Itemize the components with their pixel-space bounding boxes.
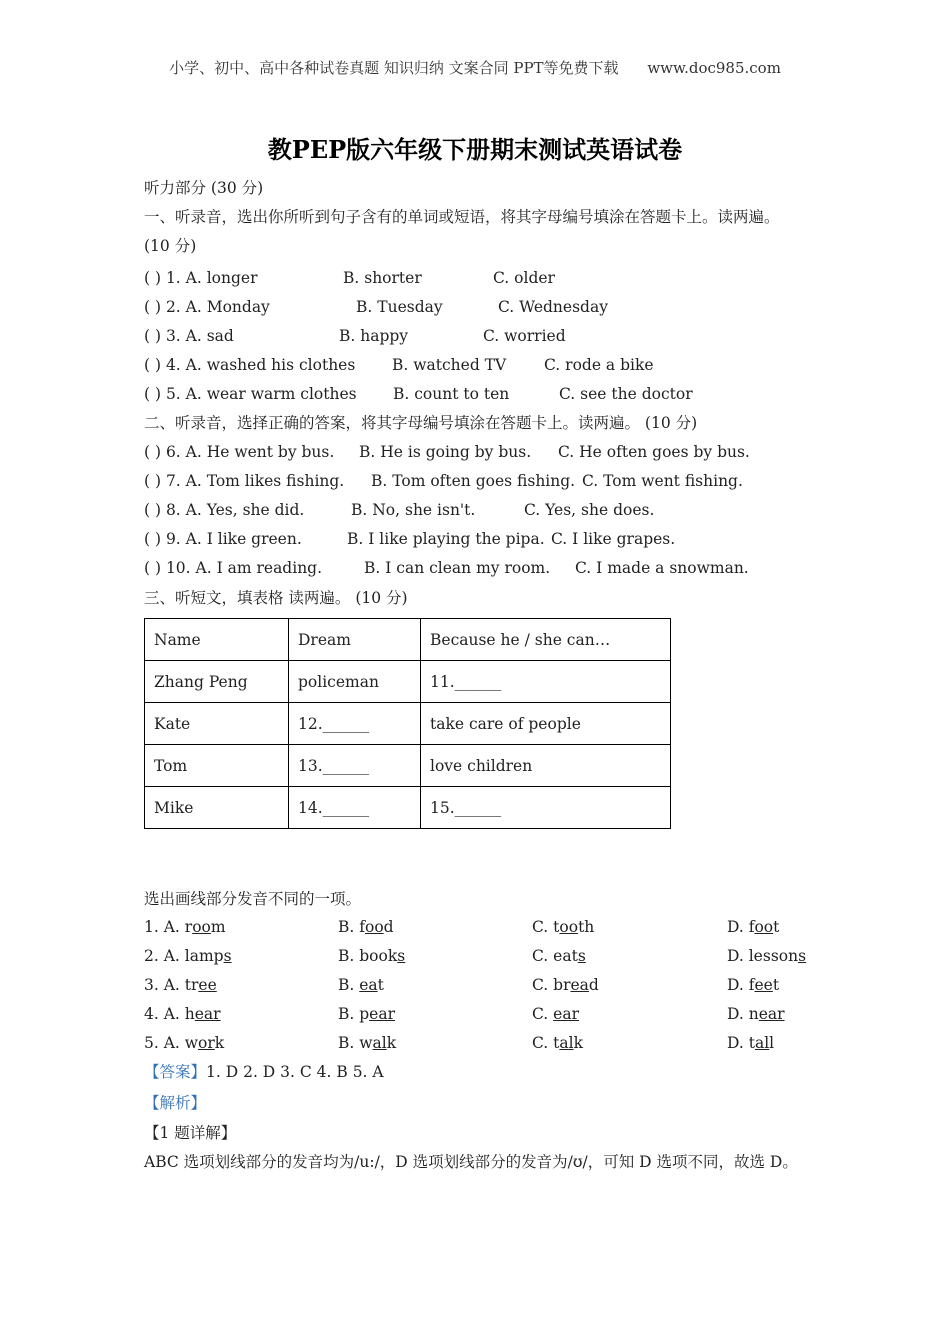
question-option: B. happy	[339, 327, 409, 345]
detail-label: 【1 题详解】	[144, 1124, 237, 1142]
phonics-option	[532, 946, 586, 966]
question-option: ( ) 1. A. longer	[144, 269, 258, 287]
question-option: B. I like playing the pipa.	[347, 530, 545, 548]
underlined-part: ear	[369, 1005, 395, 1023]
phonics-option	[532, 1033, 583, 1053]
underlined-part: s	[798, 947, 807, 965]
table-row	[145, 703, 671, 745]
word-part: D. t	[727, 1034, 755, 1052]
question-option: B. No, she isn't.	[351, 501, 476, 519]
listening-heading: 听力部分 (30 分)	[144, 179, 264, 197]
underlined-part: al	[754, 1034, 770, 1052]
question-option: C. see the doctor	[559, 385, 693, 403]
question-option: B. Tuesday	[356, 298, 443, 316]
word-part: m	[210, 918, 226, 936]
phonics-option	[144, 1033, 224, 1053]
underlined-part: s	[577, 947, 586, 965]
question-option: ( ) 10. A. I am reading.	[144, 559, 323, 577]
word-part: 3. A. tr	[144, 976, 199, 994]
underlined-part: ear	[194, 1005, 221, 1023]
word-part: D. f	[727, 976, 755, 994]
word-part: B. book	[338, 947, 398, 965]
table-cell: Kate	[145, 703, 289, 745]
word-part: t	[377, 976, 384, 994]
phonics-option	[532, 1004, 579, 1024]
phonics-option	[338, 1033, 396, 1053]
underlined-part: s	[397, 947, 406, 965]
table-cell: 11.______	[421, 661, 671, 703]
question-option: C. I like grapes.	[551, 530, 676, 548]
answer-text: 1. D 2. D 3. C 4. B 5. A	[206, 1063, 384, 1081]
question-option: B. Tom often goes fishing.	[371, 472, 576, 490]
question-option: C. older	[493, 269, 555, 287]
table-header-cell: Name	[145, 619, 289, 661]
word-part: 5. A. w	[144, 1034, 199, 1052]
word-part: d	[383, 918, 394, 936]
word-part: D. n	[727, 1005, 759, 1023]
question-option: ( ) 8. A. Yes, she did.	[144, 501, 305, 519]
question-option: ( ) 5. A. wear warm clothes	[144, 385, 357, 403]
word-part: B. p	[338, 1005, 370, 1023]
table-cell: 12.______	[289, 703, 421, 745]
answer-line	[144, 1062, 384, 1082]
detail-text: ABC 选项划线部分的发音均为/u:/，D 选项划线部分的发音为/ʊ/，可知 D 选项不同，故选 D。	[144, 1153, 798, 1171]
table-cell: Mike	[145, 787, 289, 829]
word-part: th	[578, 918, 595, 936]
page-title: 教PEP版六年级下册期末测试英语试卷	[267, 135, 683, 164]
phonics-option	[727, 946, 806, 966]
phonics-option	[727, 1004, 785, 1024]
question-option: C. I made a snowman.	[575, 559, 749, 577]
word-part: 1. A. r	[144, 918, 193, 936]
word-part: C. t	[532, 918, 560, 936]
phonics-option	[338, 1004, 395, 1024]
word-part: d	[588, 976, 599, 994]
underlined-part: or	[198, 1034, 215, 1052]
phonics-option	[144, 946, 232, 966]
table-header-cell: Dream	[289, 619, 421, 661]
question-option: B. I can clean my room.	[364, 559, 551, 577]
question-option: B. count to ten	[393, 385, 510, 403]
underlined-part: ear	[758, 1005, 785, 1023]
underlined-part: oo	[559, 918, 579, 936]
table-cell: 13.______	[289, 745, 421, 787]
question-option: ( ) 2. A. Monday	[144, 298, 270, 316]
underlined-part: s	[223, 947, 232, 965]
phonics-option	[727, 1033, 774, 1053]
question-option: ( ) 6. A. He went by bus.	[144, 443, 335, 461]
phonics-option	[338, 917, 394, 937]
phonics-option	[144, 975, 217, 995]
answer-label: 【答案】	[144, 1063, 207, 1081]
header-text: 小学、初中、高中各种试卷真题 知识归纳 文案合同 PPT等免费下载	[169, 59, 619, 77]
underlined-part: ea	[359, 976, 378, 994]
underlined-part: ear	[553, 1005, 579, 1023]
underlined-part: ea	[570, 976, 589, 994]
underlined-part: oo	[364, 918, 384, 936]
question-option: C. He often goes by bus.	[558, 443, 750, 461]
phonics-option	[144, 917, 226, 937]
word-part: 2. A. lamp	[144, 947, 224, 965]
word-part: C. eat	[532, 947, 578, 965]
question-option: ( ) 3. A. sad	[144, 327, 234, 345]
question-option: C. worried	[483, 327, 566, 345]
underlined-part: oo	[754, 918, 774, 936]
analysis-label: 【解析】	[144, 1094, 207, 1112]
word-part: k	[573, 1034, 583, 1052]
table-cell: policeman	[289, 661, 421, 703]
table-cell: Tom	[145, 745, 289, 787]
table-row	[145, 787, 671, 829]
word-part: D. lesson	[727, 947, 799, 965]
phonics-option	[727, 917, 779, 937]
phonics-option	[338, 975, 384, 995]
question-option: C. Yes, she does.	[524, 501, 655, 519]
question-option: C. Wednesday	[498, 298, 608, 316]
word-part: B.	[338, 976, 360, 994]
table-cell: 14.______	[289, 787, 421, 829]
question-option: C. Tom went fishing.	[582, 472, 743, 490]
table-cell: Zhang Peng	[145, 661, 289, 703]
phonics-instruction: 选出画线部分发音不同的一项。	[144, 890, 362, 908]
word-part: k	[386, 1034, 397, 1052]
underlined-part: al	[559, 1034, 574, 1052]
question-option: B. He is going by bus.	[359, 443, 532, 461]
word-part: B. f	[338, 918, 365, 936]
word-part: l	[769, 1034, 775, 1052]
word-part: t	[773, 918, 780, 936]
question-option: ( ) 4. A. washed his clothes	[144, 356, 356, 374]
table-cell: love children	[421, 745, 671, 787]
part3-instruction: 三、听短文，填表格 读两遍。 (10 分)	[144, 589, 408, 607]
word-part: k	[214, 1034, 225, 1052]
phonics-option	[338, 946, 405, 966]
underlined-part: ee	[198, 976, 217, 994]
question-option: ( ) 9. A. I like green.	[144, 530, 302, 548]
page-header	[0, 57, 950, 78]
phonics-option	[144, 1004, 221, 1024]
header-site: www.doc985.com	[647, 59, 781, 77]
word-part: C. t	[532, 1034, 560, 1052]
part2-instruction: 二、听录音，选择正确的答案，将其字母编号填涂在答题卡上。读两遍。 (10 分)	[144, 414, 698, 432]
word-part: C. br	[532, 976, 571, 994]
table-header-row	[145, 619, 671, 661]
phonics-option	[727, 975, 779, 995]
question-option: B. shorter	[343, 269, 422, 287]
word-part: B. w	[338, 1034, 373, 1052]
phonics-option	[532, 917, 594, 937]
table-row	[145, 661, 671, 703]
table-cell: 15.______	[421, 787, 671, 829]
question-option: C. rode a bike	[544, 356, 654, 374]
dream-table	[144, 618, 671, 829]
table-cell: take care of people	[421, 703, 671, 745]
part1-instruction: 一、听录音，选出你所听到句子含有的单词或短语，将其字母编号填涂在答题卡上。读两遍。 (10 分)	[144, 208, 780, 255]
underlined-part: ee	[754, 976, 773, 994]
phonics-option	[532, 975, 599, 995]
word-part: D. f	[727, 918, 755, 936]
table-header-cell: Because he / she can…	[421, 619, 671, 661]
underlined-part: al	[372, 1034, 387, 1052]
question-option: B. watched TV	[392, 356, 507, 374]
word-part: 4. A. h	[144, 1005, 195, 1023]
underlined-part: oo	[192, 918, 211, 936]
question-option: ( ) 7. A. Tom likes fishing.	[144, 472, 345, 490]
word-part: t	[772, 976, 780, 994]
word-part: C.	[532, 1005, 554, 1023]
table-row	[145, 745, 671, 787]
